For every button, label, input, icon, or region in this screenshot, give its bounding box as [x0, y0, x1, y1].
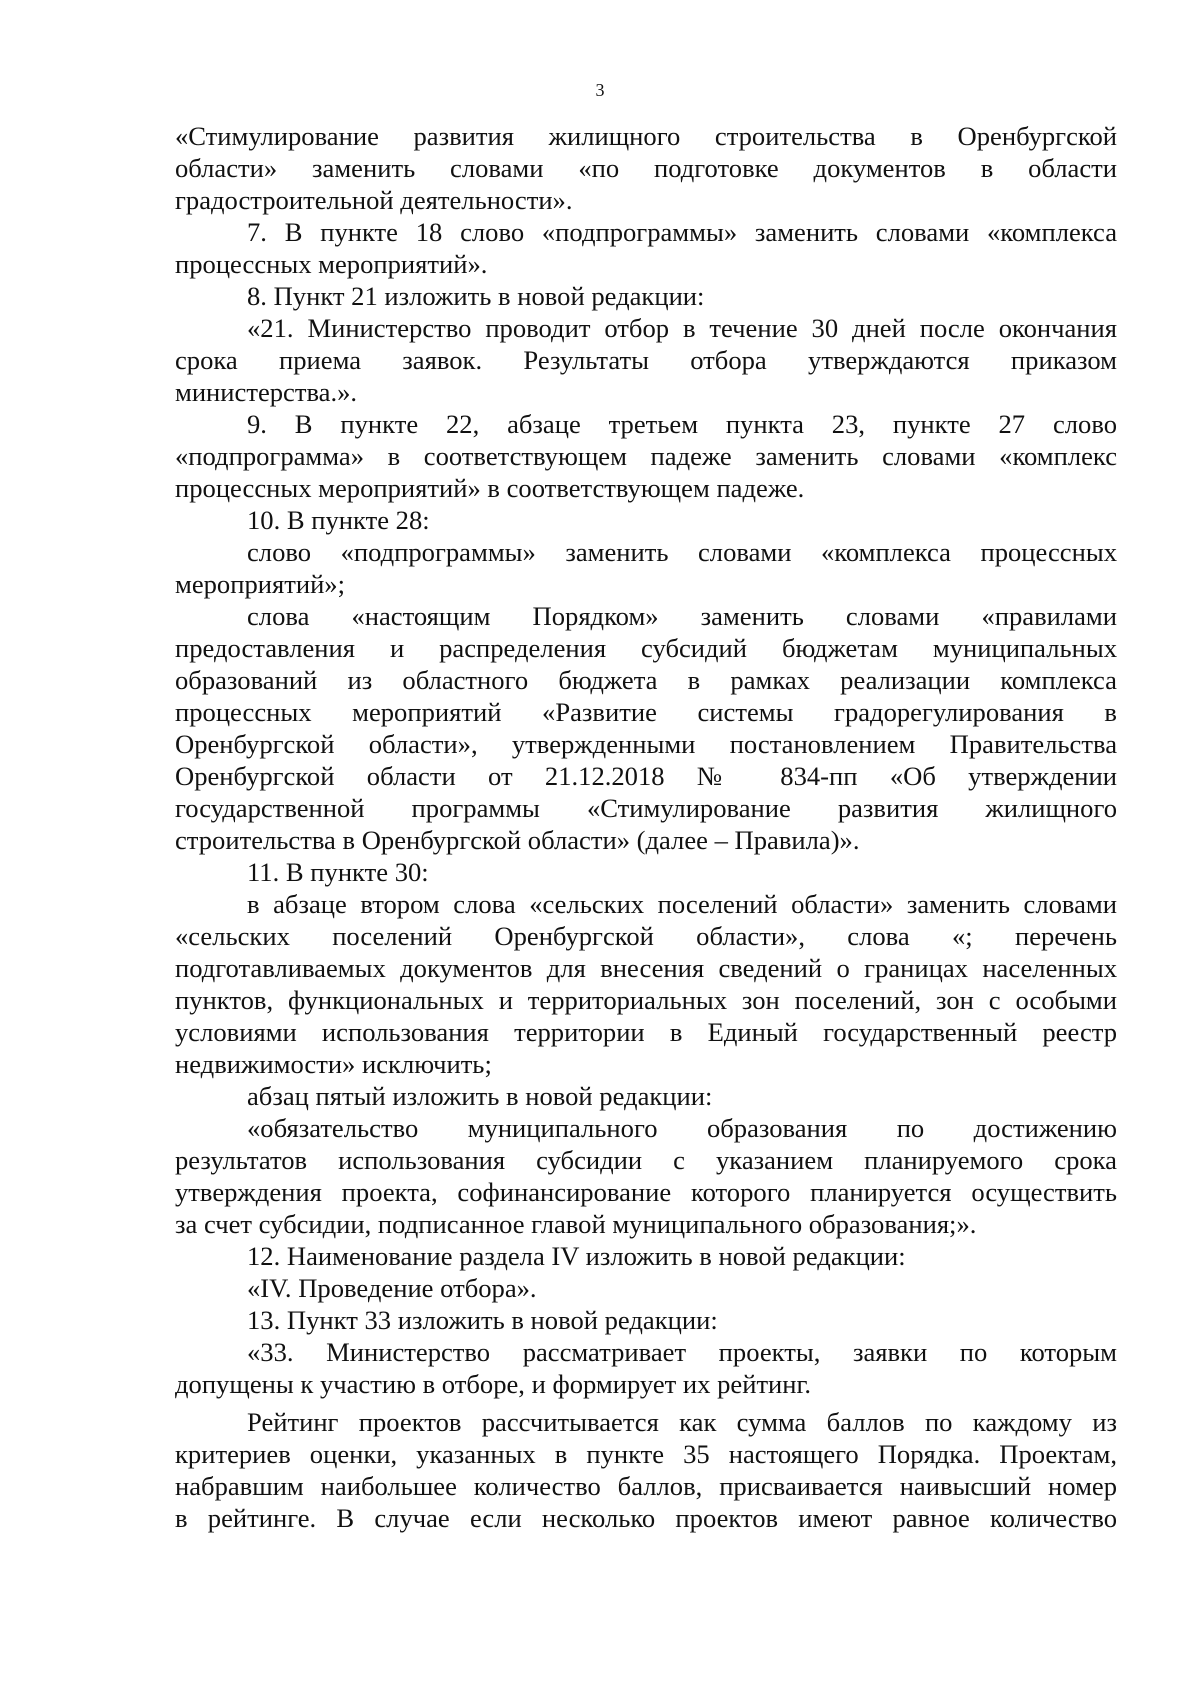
- text-line: критериев оценки, указанных в пункте 35 настоящего Порядка. Проектам,: [175, 1439, 1117, 1469]
- text-line: 12. Наименование раздела IV изложить в новой редакции:: [247, 1241, 906, 1271]
- text-line: за счет субсидии, подписанное главой муниципального образования;».: [175, 1209, 977, 1239]
- text-line: образований из областного бюджета в рамках реализации комплекса: [175, 665, 1117, 695]
- text-line: предоставления и распределения субсидий бюджетам муниципальных: [175, 633, 1117, 663]
- page-number: 3: [595, 80, 605, 100]
- text-line: недвижимости» исключить;: [175, 1049, 492, 1079]
- text-line: 8. Пункт 21 изложить в новой редакции:: [247, 281, 705, 311]
- text-line: Рейтинг проектов рассчитывается как сумма баллов по каждому из: [247, 1407, 1117, 1437]
- text-line: градостроительной деятельности».: [175, 185, 573, 215]
- text-line: мероприятий»;: [175, 569, 345, 599]
- text-line: государственной программы «Стимулирование развития жилищного: [175, 793, 1117, 823]
- text-line: области» заменить словами «по подготовке документов в области: [175, 153, 1117, 183]
- text-line: 10. В пункте 28:: [247, 505, 430, 535]
- text-line: результатов использования субсидии с указанием планируемого срока: [175, 1145, 1117, 1175]
- text-line: процессных мероприятий».: [175, 249, 488, 279]
- text-line: «21. Министерство проводит отбор в течение 30 дней после окончания: [247, 313, 1117, 343]
- text-line: 7. В пункте 18 слово «подпрограммы» заменить словами «комплекса: [247, 217, 1117, 247]
- text-line: абзац пятый изложить в новой редакции:: [247, 1081, 713, 1111]
- text-line: «обязательство муниципального образования по достижению: [247, 1113, 1117, 1143]
- text-line: 11. В пункте 30:: [247, 857, 429, 887]
- text-line: в рейтинге. В случае если несколько проектов имеют равное количество: [175, 1503, 1117, 1533]
- text-line: в абзаце втором слова «сельских поселений области» заменить словами: [247, 889, 1117, 919]
- text-line: «подпрограмма» в соответствующем падеже заменить словами «комплекс: [175, 441, 1117, 471]
- text-line: процессных мероприятий» в соответствующем падеже.: [175, 473, 805, 503]
- text-line: «IV. Проведение отбора».: [247, 1273, 537, 1303]
- text-line: «33. Министерство рассматривает проекты, заявки по которым: [247, 1337, 1117, 1367]
- text-line: набравшим наибольшее количество баллов, присваивается наивысший номер: [175, 1471, 1117, 1501]
- text-line: «Стимулирование развития жилищного строительства в Оренбургской: [175, 121, 1117, 151]
- text-line: подготавливаемых документов для внесения сведений о границах населенных: [175, 953, 1117, 983]
- text-line: срока приема заявок. Результаты отбора утверждаются приказом: [175, 345, 1117, 375]
- text-line: Оренбургской области», утвержденными постановлением Правительства: [175, 729, 1117, 759]
- text-line: 13. Пункт 33 изложить в новой редакции:: [247, 1305, 718, 1335]
- text-line: слова «настоящим Порядком» заменить словами «правилами: [247, 601, 1117, 631]
- text-line: Оренбургской области от 21.12.2018 № 834-пп «Об утверждении: [175, 761, 1117, 791]
- text-line: пунктов, функциональных и территориальных зон поселений, зон с особыми: [175, 985, 1117, 1015]
- text-line: слово «подпрограммы» заменить словами «комплекса процессных: [247, 537, 1117, 567]
- text-line: допущены к участию в отборе, и формирует их рейтинг.: [175, 1369, 812, 1399]
- text-line: строительства в Оренбургской области» (далее – Правила)».: [175, 825, 860, 855]
- text-line: «сельских поселений Оренбургской области», слова «; перечень: [175, 921, 1117, 951]
- text-line: утверждения проекта, софинансирование которого планируется осуществить: [175, 1177, 1117, 1207]
- text-line: условиями использования территории в Единый государственный реестр: [175, 1017, 1117, 1047]
- text-line: 9. В пункте 22, абзаце третьем пункта 23, пункте 27 слово: [247, 409, 1117, 439]
- document-body: [175, 120, 1117, 1534]
- text-line: процессных мероприятий «Развитие системы градорегулирования в: [175, 697, 1117, 727]
- text-line: министерства.».: [175, 377, 358, 407]
